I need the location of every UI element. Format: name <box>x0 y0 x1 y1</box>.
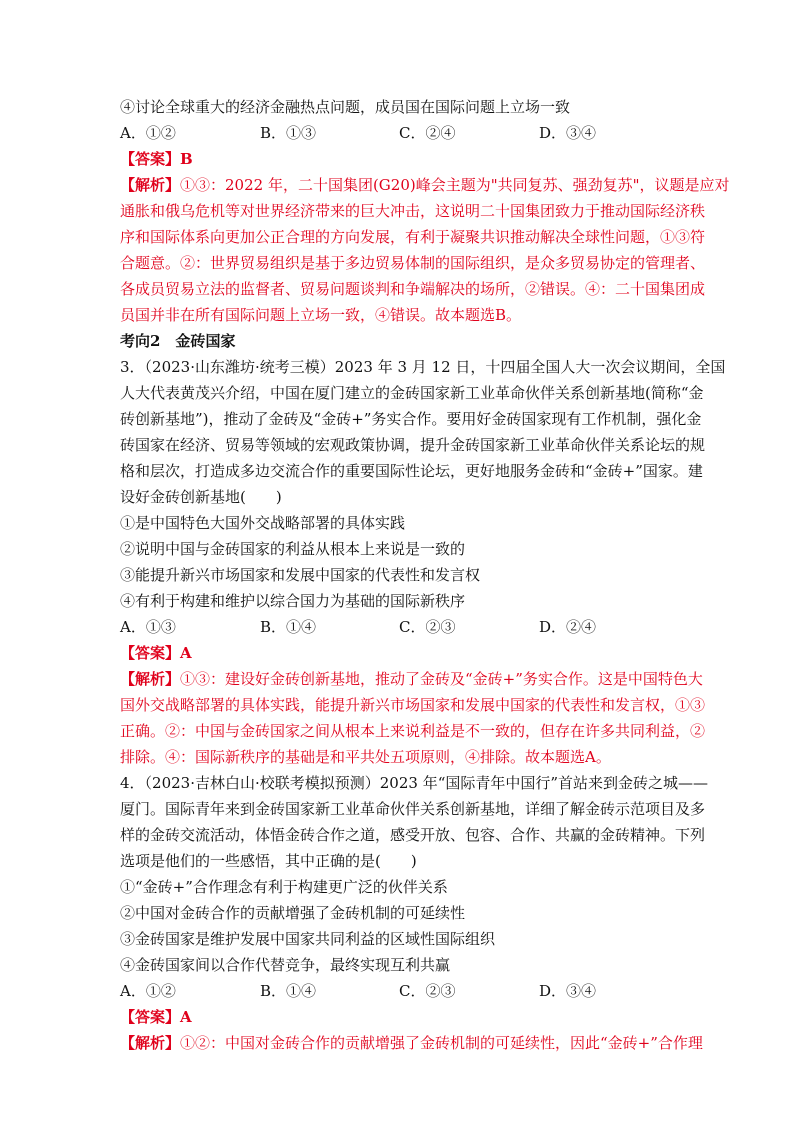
answer-value: B <box>180 150 193 168</box>
q2-analysis-line-3: 序和国际体系向更加公正合理的方向发展，有利于凝聚共识推动解决全球性问题，①③符 <box>120 228 706 246</box>
q3-item-2: ②说明中国与金砖国家的利益从根本上来说是一致的 <box>120 540 466 558</box>
q2-analysis-line-2: 通胀和俄乌危机等对世界经济带来的巨大冲击，这说明二十国集团致力于推动国际经济秩 <box>120 202 706 220</box>
q2-option-a: A．①② <box>120 124 176 142</box>
q4-analysis-line-1 <box>120 1030 703 1056</box>
q4-answer <box>120 1004 690 1030</box>
analysis-label: 【解析】 <box>120 670 181 688</box>
analysis-text: ①③：建设好金砖创新基地，推动了金砖及“金砖+”务实合作。这是中国特色大 <box>180 670 703 688</box>
q4-option-a: A．①② <box>120 982 176 1000</box>
section-heading: 考向2 金砖国家 <box>120 332 236 350</box>
q3-stem-line-3: 砖创新基地”)，推动了金砖及“金砖+”务实合作。要用好金砖国家现有工作机制，强化金 <box>120 410 702 428</box>
q3-stem-line-5: 格和层次，打造成多边交流合作的重要国际性论坛，更好地服务金砖和“金砖+”国家。建 <box>120 462 703 480</box>
q4-item-3: ③金砖国家是维护发展中国家共同利益的区域性国际组织 <box>120 930 496 948</box>
q4-item-4: ④金砖国家间以合作代替竞争，最终实现互利共赢 <box>120 956 451 974</box>
analysis-text: ①③：2022 年，二十国集团(G20)峰会主题为"共同复苏、强劲复苏"，议题是应对 <box>180 176 730 194</box>
q2-analysis-line-4: 合题意。②：世界贸易组织是基于多边贸易体制的国际组织，是众多贸易协定的管理者、 <box>120 254 706 272</box>
analysis-text: ①②：中国对金砖合作的贡献增强了金砖机制的可延续性，因此“金砖+”合作理 <box>180 1034 703 1052</box>
q3-option-b: B．①④ <box>260 618 317 636</box>
q3-stem-line-6: 设好金砖创新基地( ) <box>120 488 282 506</box>
q4-item-2: ②中国对金砖合作的贡献增强了金砖机制的可延续性 <box>120 904 466 922</box>
q3-item-4: ④有利于构建和维护以综合国力为基础的国际新秩序 <box>120 592 466 610</box>
q3-answer <box>120 640 690 666</box>
q4-stem-line-1: 4．（2023·吉林白山·校联考模拟预测）2023 年“国际青年中国行”首站来到金砖之城—— <box>120 774 709 792</box>
answer-label: 【答案】 <box>120 150 181 168</box>
analysis-label: 【解析】 <box>120 1034 181 1052</box>
q3-stem-line-1: 3．（2023·山东潍坊·统考三模）2023 年 3 月 12 日，十四届全国人大一次会议期间，全国 <box>120 358 726 376</box>
q2-option-c: C．②④ <box>399 124 456 142</box>
q3-item-3: ③能提升新兴市场国家和发展中国家的代表性和发言权 <box>120 566 481 584</box>
q4-option-b: B．①④ <box>260 982 317 1000</box>
q3-option-c: C．②③ <box>399 618 456 636</box>
analysis-label: 【解析】 <box>120 176 181 194</box>
answer-value: A <box>180 644 192 662</box>
q2-option-b: B．①③ <box>260 124 317 142</box>
q3-analysis-line-1 <box>120 666 703 692</box>
q3-analysis-line-3: 正确。②：中国与金砖国家之间从根本上来说利益是不一致的，但存在许多共同利益，② <box>120 722 706 740</box>
answer-label: 【答案】 <box>120 644 181 662</box>
q2-item-4: ④讨论全球重大的经济金融热点问题，成员国在国际问题上立场一致 <box>120 98 571 116</box>
q3-stem-line-4: 砖国家在经济、贸易等领域的宏观政策协调，提升金砖国家新工业革命伙伴关系论坛的规 <box>120 436 706 454</box>
answer-label: 【答案】 <box>120 1008 181 1026</box>
q2-analysis-line-1 <box>120 172 730 198</box>
q4-stem-line-2: 厦门。国际青年来到金砖国家新工业革命伙伴关系创新基地，详细了解金砖示范项目及多 <box>120 800 706 818</box>
q4-item-1: ①“金砖+”合作理念有利于构建更广泛的伙伴关系 <box>120 878 448 896</box>
q2-analysis-line-6: 员国并非在所有国际问题上立场一致，④错误。故本题选B。 <box>120 306 522 324</box>
q2-answer <box>120 146 690 172</box>
q2-option-d: D．③④ <box>539 124 597 142</box>
q4-option-d: D．③④ <box>539 982 597 1000</box>
q4-stem-line-3: 样的金砖交流活动，体悟金砖合作之道，感受开放、包容、合作、共赢的金砖精神。下列 <box>120 826 706 844</box>
q3-item-1: ①是中国特色大国外交战略部署的具体实践 <box>120 514 406 532</box>
q4-option-c: C．②③ <box>399 982 456 1000</box>
q3-option-d: D．②④ <box>539 618 597 636</box>
q3-stem-line-2: 人大代表黄茂兴介绍，中国在厦门建立的金砖国家新工业革命伙伴关系创新基地(简称“金 <box>120 384 704 402</box>
answer-value: A <box>180 1008 192 1026</box>
q4-stem-line-4: 选项是他们的一些感悟，其中正确的是( ) <box>120 852 417 870</box>
q2-analysis-line-5: 各成员贸易立法的监督者、贸易问题谈判和争端解决的场所，②错误。④：二十国集团成 <box>120 280 706 298</box>
q3-analysis-line-2: 国外交战略部署的具体实践，能提升新兴市场国家和发展中国家的代表性和发言权，①③ <box>120 696 706 714</box>
q3-analysis-line-4: 排除。④：国际新秩序的基础是和平共处五项原则，④排除。故本题选A。 <box>120 748 611 766</box>
q3-option-a: A．①③ <box>120 618 176 636</box>
